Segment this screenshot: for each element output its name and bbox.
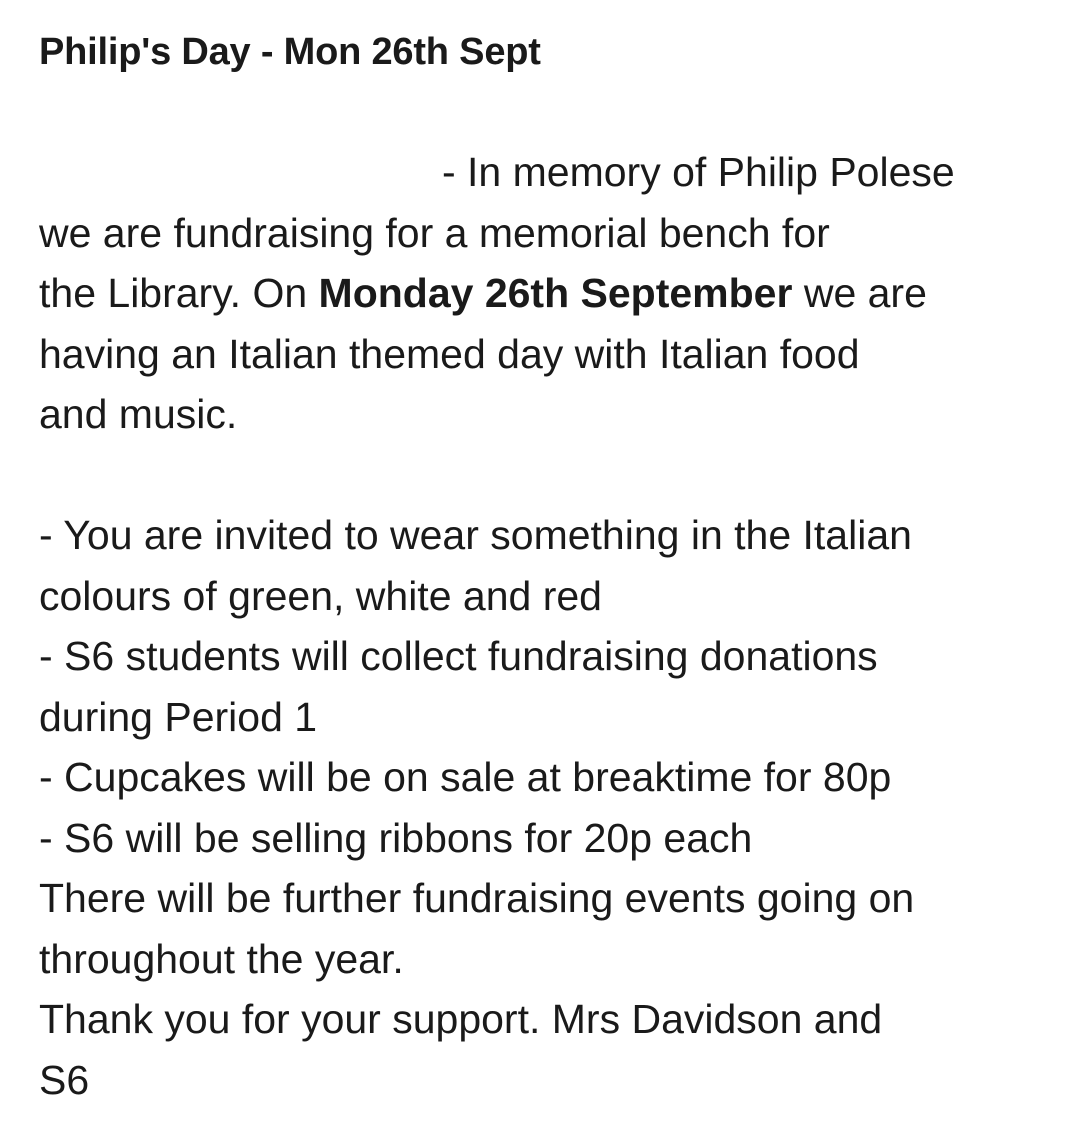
- intro-line-4: having an Italian themed day with Italian food: [39, 330, 860, 377]
- detail-line: - S6 students will collect fundraising donations: [39, 633, 878, 679]
- signoff-line: Thank you for your support. Mrs Davidson and: [39, 996, 883, 1042]
- details-paragraph: [39, 505, 1049, 1110]
- intro-line-5: and music.: [39, 391, 238, 437]
- intro-text-3a: the Library. On: [39, 270, 319, 316]
- event-date-bold: Monday 26th September: [318, 270, 793, 316]
- intro-line-3: [39, 263, 1049, 324]
- detail-line: colours of green, white and red: [39, 572, 602, 619]
- detail-line: - You are invited to wear something in the Italian: [39, 512, 912, 558]
- detail-line: throughout the year.: [39, 935, 404, 982]
- intro-text-3b: we are: [792, 270, 927, 316]
- detail-line: during Period 1: [39, 693, 318, 740]
- intro-line-1: [39, 142, 1049, 203]
- detail-line: - Cupcakes will be on sale at breaktime for 80p: [39, 754, 892, 800]
- intro-line-2: we are fundraising for a memorial bench for: [39, 209, 830, 256]
- detail-line: There will be further fundraising events going on: [39, 875, 915, 921]
- notice-title: Philip's Day - Mon 26th Sept: [39, 31, 541, 73]
- intro-text-1: - In memory of Philip Polese: [442, 149, 955, 195]
- intro-paragraph: [39, 142, 1049, 445]
- notice-document: [39, 26, 1049, 1110]
- detail-line: - S6 will be selling ribbons for 20p each: [39, 814, 753, 861]
- signoff-line: S6: [39, 1056, 90, 1103]
